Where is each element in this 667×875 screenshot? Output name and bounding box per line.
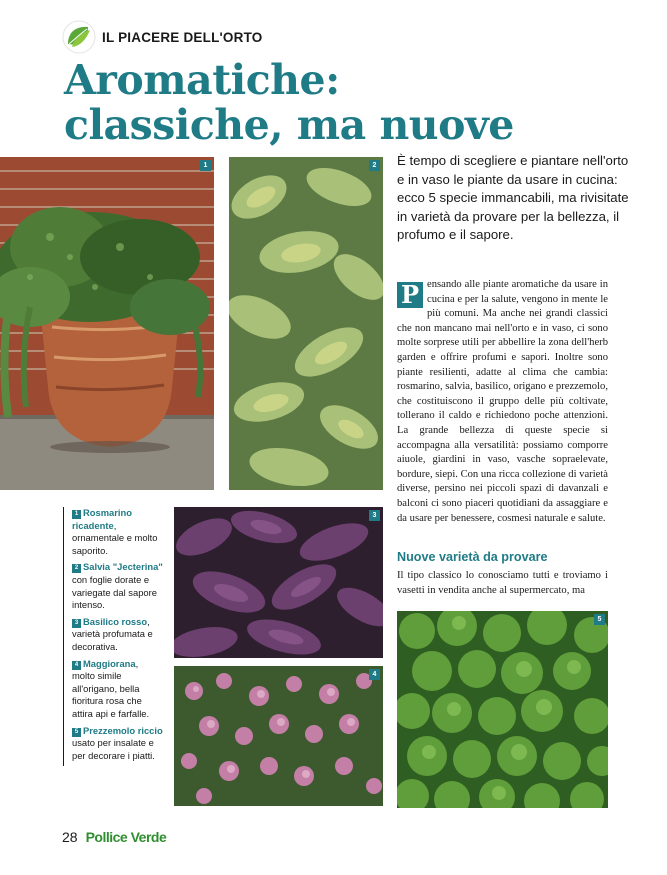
caption-text: , varietà profumata e decorativa. bbox=[72, 615, 153, 652]
caption-number: 1 bbox=[72, 510, 81, 519]
drop-cap: P bbox=[397, 282, 423, 308]
section-label: IL PIACERE DELL'ORTO bbox=[102, 29, 263, 45]
photo-number-badge: 1 bbox=[200, 160, 211, 171]
photo-captions bbox=[63, 507, 163, 766]
page-number: 28 bbox=[62, 829, 78, 845]
title-line-1: Aromatiche: bbox=[64, 56, 340, 104]
caption-text: , molto simile all'origano, bella fioritura rosa che attira api e farfalle. bbox=[72, 657, 150, 719]
intro-text: È tempo di scegliere e piantare nell'orto e in vaso le piante da usare in cucina: ecco 5 specie immancabili, ma rivisitate in varietà da provare per la bellezza, il profumo e il sapore. bbox=[397, 153, 629, 243]
caption-text: , ornamentale e molto saporito. bbox=[72, 519, 158, 556]
caption-number: 5 bbox=[72, 728, 81, 737]
caption-title: Rosmarino ricadente bbox=[72, 507, 132, 531]
caption-text: usato per insalate e per decorare i piatti. bbox=[72, 737, 155, 761]
article-paragraph-1: ensando alle piante aromatiche da usare in cucina e per la salute, vengono in mente le più comuni. Ma anche nei grandi classici che non mancano mai nell'orto e in vaso, ci sono molte sorprese utili per abbellire la zona dell'herb garden e offrire profumi e sapori. Inoltre sono piante resilienti, adatte al clima che cambia: rosmarino, salvia, basilico, origano e prezzemolo, che costituiscono il gruppo delle più coltivate, tollerano il caldo e richiedono poche attenzioni. La grande bellezza di queste specie si accompagna alla versatilità: possiamo comporre aiuole, giardini in vaso, vasche sopraelevate, bordure, siepi. Con una ricca collezione di varietà diverse, persino nei piccoli spazi di davanzali e balconi ci sono piaceri quotidiani da assaggiare e da usare per benessere, cosmesi naturale e salute. bbox=[397, 279, 608, 524]
section-header bbox=[62, 20, 262, 54]
caption-item bbox=[72, 725, 163, 763]
photo-marjoram bbox=[174, 666, 383, 806]
caption-text: con foglie dorate e variegate dal sapore intenso. bbox=[72, 573, 157, 611]
page-footer bbox=[62, 829, 166, 845]
photo-number-badge: 4 bbox=[369, 669, 380, 680]
title-line-2: classiche, ma nuove bbox=[64, 101, 514, 149]
caption-item bbox=[72, 507, 163, 557]
caption-title: Maggiorana bbox=[83, 657, 136, 669]
photo-basil bbox=[174, 507, 383, 658]
page-title bbox=[64, 58, 514, 148]
caption-number: 4 bbox=[72, 661, 81, 670]
photo-number-badge: 2 bbox=[369, 160, 380, 171]
caption-title: Basilico rosso bbox=[83, 615, 148, 627]
article-subhead: Nuove varietà da provare bbox=[397, 550, 548, 564]
caption-title: Salvia "Jecterina" bbox=[83, 561, 163, 573]
caption-title: Prezzemolo riccio bbox=[83, 724, 163, 736]
brand-logo: Pollice Verde bbox=[85, 829, 167, 845]
photo-parsley bbox=[397, 611, 608, 808]
caption-number: 2 bbox=[72, 564, 81, 573]
caption-item bbox=[72, 561, 163, 611]
photo-number-badge: 5 bbox=[594, 614, 605, 625]
leaf-icon bbox=[62, 20, 96, 54]
photo-number-badge: 3 bbox=[369, 510, 380, 521]
article-body bbox=[397, 278, 608, 526]
caption-item bbox=[72, 616, 163, 654]
caption-item bbox=[72, 658, 163, 721]
caption-number: 3 bbox=[72, 619, 81, 628]
photo-sage bbox=[229, 157, 383, 490]
article-paragraph-2: Il tipo classico lo conosciamo tutti e troviamo i vasetti in vendita anche al supermercato, ma bbox=[397, 570, 608, 596]
photo-rosemary bbox=[0, 157, 214, 490]
